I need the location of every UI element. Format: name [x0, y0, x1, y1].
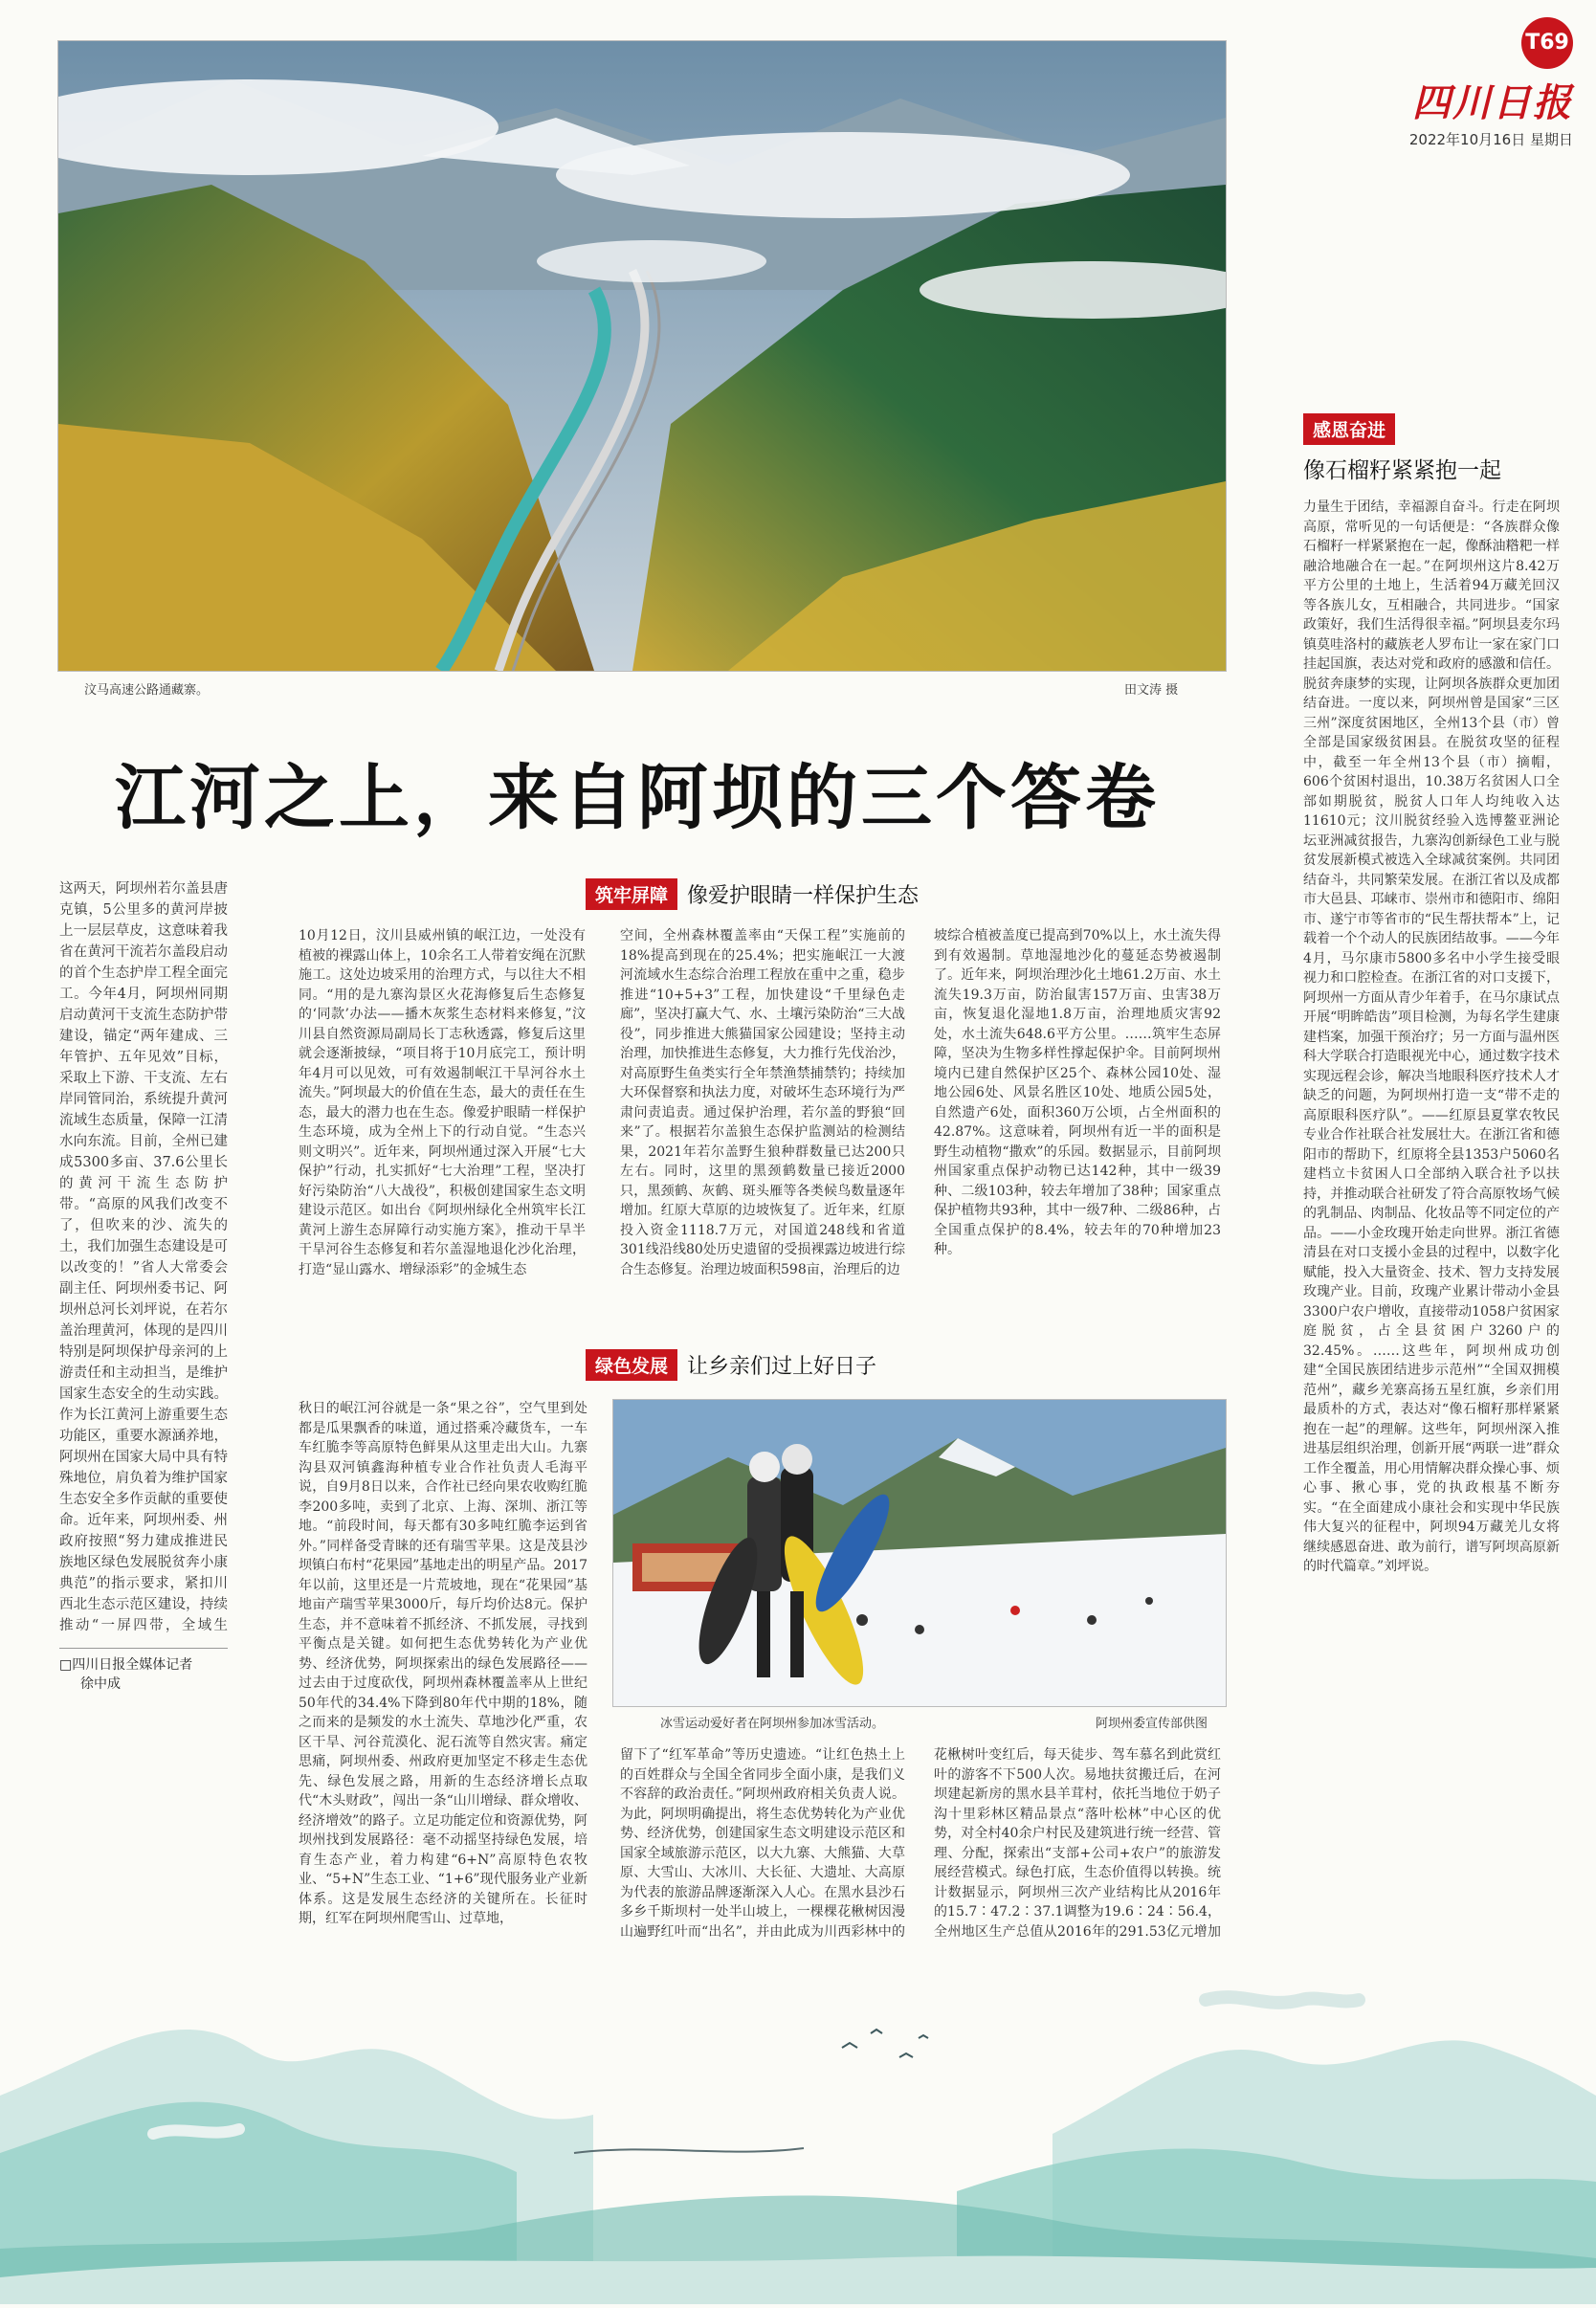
masthead [1372, 17, 1573, 149]
page-number-badge: T69 [1521, 17, 1573, 69]
section2-col2: 留下了“红军革命”等历史遗迹。“让红色热土上的百姓群众与全国全省同步全面小康，是我们义不容辞的政治责任。”阿坝州政府相关负责人说。为此，阿坝明确提出，将生态优势转化为产业优势、经济优势，创建国家生态文明建设示范区和国家全域旅游示范区，以大九寨、大熊猫、大草原、大雪山、大冰川、大长征、大遗址、大高原为代表的旅游品牌逐渐深入人心。在黑水县沙石多乡千斯坝村一处半山坡上，一棵棵花楸树因漫山遍野红叶而“出名”，并由此成为川西彩林中的 [620, 1747, 905, 1940]
sidebar-body: 力量生于团结，幸福源自奋斗。行走在阿坝高原，常听见的一句话便是：“各族群众像石榴籽一样紧紧抱在一起，像酥油糌粑一样融洽地融合在一起。”在阿坝州这片8.42万平方公里的土地上，生活着94万藏羌回汉等各族儿女，互相融合，共同进步。“国家政策好，我们生活得很幸福。”阿坝县麦尔玛镇莫哇洛村的藏族老人罗布让一家在家门口挂起国旗，表达对党和政府的感激和信任。脱贫奔康梦的实现，让阿坝各族群众更加团结奋进。一度以来，阿坝州曾是国家“三区三州”深度贫困地区，全州13个县（市）曾全部是国家级贫困县。在脱贫攻坚的征程中，截至一年全州13个县（市）摘帽，606个贫困村退出，10.38万名贫困人口全部如期脱贫，脱贫人口年人均纯收入达11610元；汶川脱贫经验入选博鳌亚洲论坛亚洲减贫报告，九寨沟创新绿色工业与脱贫发展新模式被选入全球减贫案例。共同团结奋斗，共同繁荣发展。在浙江省以及成都市大邑县、邛崃市、崇州市和德阳市、绵阳市、遂宁市等省市的“民生帮扶帮本”上，记载着一个个动人的民族团结故事。——今年4月，马尔康市5800多名中小学生接受眼视力和口腔检查。在浙江省的对口支援下，阿坝州一方面从青少年着手，在马尔康试点开展“明眸皓齿”项目检测，为每名学生建康建档案，加强干预治疗；另一方面与温州医科大学联合打造眼视光中心，通过数字技术实现远程会诊，解决当地眼科医疗技术人才缺乏的问题，为阿坝州打造一支“带不走的高原眼科医疗队”。——红原县夏掌农牧民专业合作社联合社发展壮大。在浙江省和德阳市的帮助下，红原将全县1353户5060名建档立卡贫困人口全部纳入联合社予以扶持，并推动联合社研发了符合高原牧场气候的乳制品、肉制品、化妆品等不同定位的产品。——小金玫瑰开始走向世界。浙江省德清县在对口支援小金县的过程中，以数字化赋能，投入大量资金、技术、智力支持发展玫瑰产业。目前，玫瑰产业累计带动小金县3300户农户增收，直接带动1058户贫困家庭脱贫，占全县贫困户3260户的32.45%。……这些年，阿坝州成功创建“全国民族团结进步示范州”“全国双拥模范州”，藏乡羌寨高扬五星红旗，乡亲们用最质朴的方式，表达对“像石榴籽那样紧紧抱在一起”的理解。这些年，阿坝州深入推进基层组织治理，创新开展“两联一进”群众工作全覆盖，用心用情解决群众操心事、烦心事、揪心事，党的执政根基不断夯实。“在全面建成小康社会和实现中华民族伟大复兴的征程中，阿坝94万藏羌儿女将继续感恩奋进、敢为前行，谱写阿坝高原新的时代篇章。”刘坪说。 [1303, 499, 1560, 1574]
sidebar-title: 像石榴籽紧紧抱一起 [1303, 458, 1501, 483]
section1-col2: 空间，全州森林覆盖率由“天保工程”实施前的18%提高到现在的25.4%；把实施岷江一大渡河流域水生态综合治理工程放在重中之重，稳步推进“10+5+3”工程，加快建设“千里绿色走廊”，坚决打赢大气、水、土壤污染防治“三大战役”，同步推进大熊猫国家公园建设；坚持主动治理，加快推进生态修复，大力推行先伐治沙，对高原野生鱼类实行全年禁渔禁捕禁钓；持续加大环保督察和执法力度，对破坏生态环境行为严肃问责追责。通过保护治理，若尔盖的野狼“回来”了。根据若尔盖狼生态保护监测站的检测结果，2021年若尔盖野生狼种群数量已达200只左右。同时，这里的黑颈鹤数量已接近2000只，黑颈鹤、灰鹤、斑头雁等各类候鸟数量逐年增加。红原大草原的边坡恢复了。近年来，红原投入资金1118.7万元，对国道248线和省道301线沿线80处历史遗留的受损裸露边坡进行综合生态修复。治理边坡面积598亩，治理后的边 [620, 928, 905, 1277]
ski-photo-credit: 阿坝州委宣传部供图 [1096, 1717, 1208, 1731]
reporter-name: 徐中成 [80, 1676, 121, 1692]
main-photo-caption: 汶马高速公路通藏寨。 [84, 683, 210, 698]
issue-date: 2022年10月16日 星期日 [1408, 131, 1573, 148]
section2-col1: 秋日的岷江河谷就是一条“果之谷”，空气里到处都是瓜果飘香的味道，通过搭乘冷藏货车，一车车红脆李等高原特色鲜果从这里走出大山。九寨沟县双河镇鑫海种植专业合作社负责人毛海平说，自9月8日以来，合作社已经向果农收购红脆李200多吨，卖到了北京、上海、深圳、浙江等地。“前段时间，每天都有30多吨红脆李运到省外。”同样备受青睐的还有瑞雪苹果。这是茂县沙坝镇白布村“花果园”基地走出的明星产品。2017年以前，这里还是一片荒坡地，现在“花果园”基地亩产瑞雪苹果3000斤，每斤均价达8元。保护生态，并不意味着不抓经济、不抓发展，寻找到平衡点是关键。如何把生态优势转化为产业优势、经济优势，阿坝探索出的绿色发展路径——过去由于过度砍伐，阿坝州森林覆盖率从上世纪50年代的34.4%下降到80年代中期的18%，随之而来的是频发的水土流失、草地沙化严重，农区干旱、河谷荒漠化、泥石流等自然灾害。痛定思痛，阿坝州委、州政府更加坚定不移走生态优先、绿色发展之路，用新的生态经济增长点取代“木头财政”，闯出一条“山川增绿、群众增收、经济增效”的路子。立足功能定位和资源优势，阿坝州找到发展路径：毫不动摇坚持绿色发展，培育生态产业，着力构建“6+N”高原特色农牧业、“5+N”生态工业、“1+6”现代服务业产业新体系。这是发展生态经济的关键所在。长征时期，红军在阿坝州爬雪山、过草地， [299, 1401, 587, 1926]
section1-title: 像爱护眼睛一样保护生态 [687, 884, 920, 908]
mountain-river-illustration [0, 1942, 1596, 2304]
divider [59, 1648, 228, 1649]
ski-photo [612, 1399, 1227, 1707]
newspaper-logo: 四川日报 [1412, 80, 1573, 125]
section2-title: 让乡亲们过上好日子 [687, 1355, 877, 1379]
section2-header [586, 1349, 876, 1381]
ski-scene-photo [613, 1400, 1226, 1706]
ski-photo-caption: 冰雪运动爱好者在阿坝州参加冰雪活动。 [660, 1717, 885, 1731]
reporter-byline [59, 1655, 232, 1694]
sidebar-header [1303, 413, 1542, 484]
main-photo-credit: 田文涛 摄 [1124, 683, 1179, 698]
section1-col1: 10月12日，汶川县威州镇的岷江边，一处没有植被的裸露山体上，10余名工人带着安绳在沉默施工。这处边坡采用的治理方式，与以往大不相同。“用的是九寨沟景区火花海修复后生态修复的‘同款’办法——播木灰浆生态材料来修复，”汶川县自然资源局副局长丁志秋透露，修复后这里就会逐渐披绿，“项目将于10月底完工，预计明年4月可以见效，可有效遏制岷江干旱河谷水土流失。”阿坝最大的价值在生态，最大的责任在生态，最大的潜力也在生态。像爱护眼睛一样保护生态环境，成为全州上下的行动自觉。“生态兴则文明兴”。近年来，阿坝州通过深入开展“七大保护”行动，扎实抓好“七大治理”工程，坚决打好污染防治“八大战役”，积极创建国家生态文明建设示范区。如出台《阿坝州绿化全州筑牢长江黄河上游生态屏障行动实施方案》，推动干旱半干旱河谷生态修复和若尔盖湿地退化沙化治理，打造“显山露水、增绿添彩”的金城生态 [299, 928, 586, 1277]
reporter-label: □四川日报全媒体记者 [59, 1657, 193, 1673]
headline: 江河之上，来自阿坝的三个答卷 [115, 757, 1160, 839]
section1-col3: 坡综合植被盖度已提高到70%以上，水土流失得到有效遏制。草地湿地沙化的蔓延态势被遏制了。近年来，阿坝治理沙化土地61.2万亩、水土流失19.3万亩，防治鼠害157万亩、虫害38万亩，恢复退化湿地1.8万亩，治理地质灾害92处，水土流失648.6平方公里。……筑牢生态屏障，坚决为生物多样性撑起保护伞。目前阿坝州境内已建自然保护区25个、森林公园10处、湿地公园6处、风景名胜区10处、地质公园5处，自然遗产6处，面积360万公顷，占全州面积的42.87%。这意味着，阿坝州有近一半的面积是野生动植物“撒欢”的乐园。数据显示，目前阿坝州国家重点保护动物已达142种，其中一级39种、二级103种，较去年增加了38种；国家重点保护植物共93种，其中一级7种、二级86种，占全国重点保护的8.4%，较去年的70种增加23种。 [934, 928, 1221, 1257]
lede-paragraph: 这两天，阿坝州若尔盖县唐克镇，5公里多的黄河岸披上一层层草皮，这意味着我省在黄河干流若尔盖段启动的首个生态护岸工程全面完工。今年4月，阿坝州同期启动黄河干支流生态防护带建设，锚定“两年建成、三年管护、五年见效”目标，采取上下游、干支流、左右岸同管同治，系统提升黄河流域生态质量，保障一江清水向东流。目前，全州已建成5300多亩、37.6公里长的黄河干流生态防护带。“高原的风我们改变不了，但吹来的沙、流失的土，我们加强生态建设是可以改变的！”省人大常委会副主任、阿坝州委书记、阿坝州总河长刘坪说，在若尔盖治理黄河，体现的是四川特别是阿坝保护母亲河的上游责任和主动担当，是维护国家生态安全的生动实践。作为长江黄河上游重要生态功能区，重要水源涵养地，阿坝州在国家大局中具有特殊地位，肩负着为维护国家生态安全多作贡献的重要使命。近年来，阿坝州委、州政府按照“努力建成推进民族地区绿色发展脱贫奔小康典范”的指示要求，紧扣川西北生态示范区建设，持续推动“一屏四带，全域生 [59, 881, 228, 1633]
sidebar-tag: 感恩奋进 [1303, 413, 1395, 445]
main-photo [57, 40, 1227, 672]
section2-tag: 绿色发展 [586, 1349, 677, 1381]
landscape-illustration [0, 1942, 1596, 2304]
section1-header [586, 878, 919, 910]
section2-col3: 花楸树叶变红后，每天徒步、驾车慕名到此赏红叶的游客不下500人次。易地扶贫搬迁后，在河坝建起新房的黑水县羊茸村，依托当地位于奶子沟十里彩林区精品景点“落叶松林”中心区的优势，对全村40余户村民及建筑进行统一经营、管理、分配，探索出“支部+公司+农户”的旅游发展经营模式。绿色打底，生态价值得以转换。统计数据显示，阿坝州三次产业结构比从2016年的15.7∶47.2∶37.1调整为19.6∶24∶56.4，全州地区生产总值从2016年的291.53亿元增加 [934, 1747, 1221, 1940]
section1-tag: 筑牢屏障 [586, 878, 677, 910]
valley-highway-photo [58, 41, 1226, 671]
